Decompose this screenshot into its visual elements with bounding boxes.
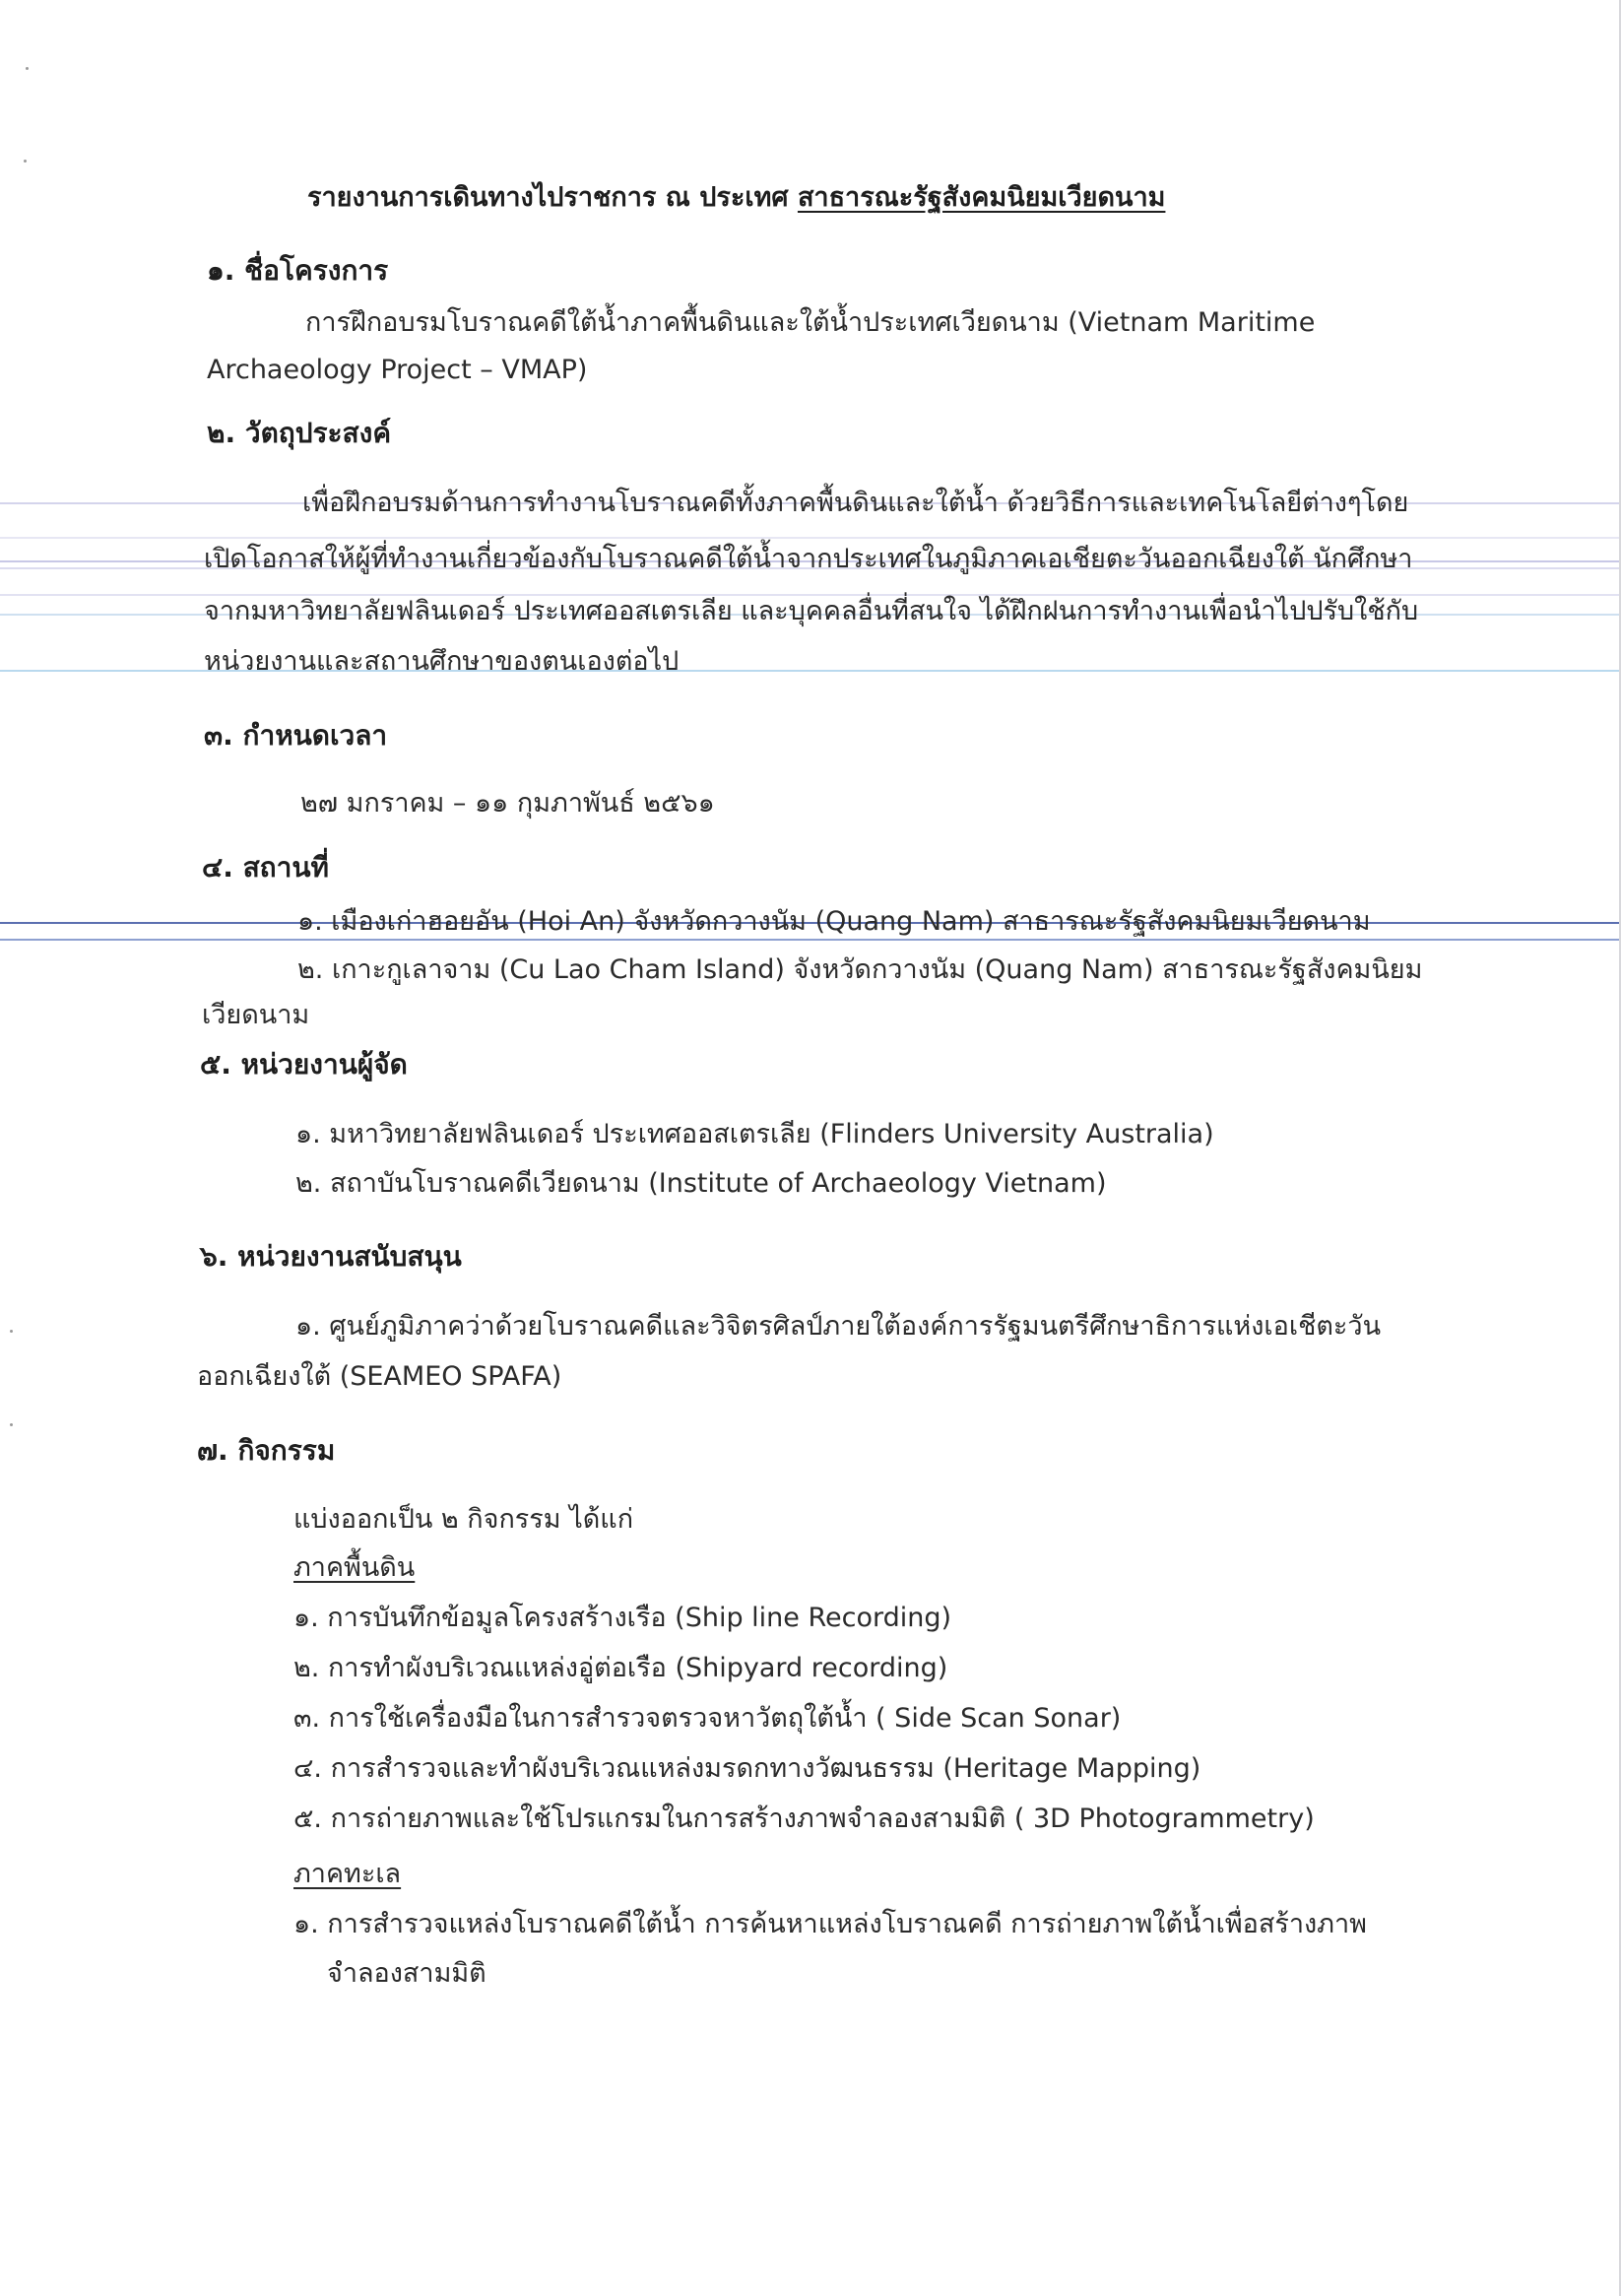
land-activity-item: ๕. การถ่ายภาพและใช้โปรแกรมในการสร้างภาพจำลองสามมิติ ( 3D Photogrammetry) bbox=[293, 1804, 1315, 1834]
section-6-line: ออกเฉียงใต้ (SEAMEO SPAFA) bbox=[197, 1361, 562, 1392]
land-activities-label: ภาคพื้นดิน bbox=[293, 1552, 416, 1583]
section-1-line: การฝึกอบรมโบราณคดีใต้น้ำภาคพื้นดินและใต้น้ำประเทศเวียดนาม (Vietnam Maritime bbox=[305, 307, 1316, 338]
scan-speck bbox=[24, 160, 27, 163]
title-prefix: รายงานการเดินทางไปราชการ ณ ประเทศ bbox=[307, 182, 798, 213]
scan-speck bbox=[10, 1423, 13, 1426]
section-5-heading: ๕. หน่วยงานผู้จัด bbox=[200, 1048, 408, 1081]
land-activity-item: ๓. การใช้เครื่องมือในการสำรวจตรวจหาวัตถุใต้น้ำ ( Side Scan Sonar) bbox=[293, 1703, 1122, 1734]
sea-activities-label: ภาคทะเล bbox=[293, 1859, 402, 1889]
sea-activity-item: จำลองสามมิติ bbox=[327, 1958, 486, 1989]
section-2-line: จากมหาวิทยาลัยฟลินเดอร์ ประเทศออสเตรเลีย และบุคคลอื่นที่สนใจ ได้ฝึกฝนการทำงานเพื่อนำไปปรับใช้กับ bbox=[204, 596, 1419, 626]
section-1-line: Archaeology Project – VMAP) bbox=[207, 355, 588, 385]
scan-line bbox=[0, 537, 1621, 539]
section-4-line: ๒. เกาะกูเลาจาม (Cu Lao Cham Island) จังหวัดกวางนัม (Quang Nam) สาธารณะรัฐสังคมนิยม bbox=[297, 954, 1423, 985]
scan-speck bbox=[10, 1330, 13, 1333]
section-6-heading: ๖. หน่วยงานสนับสนุน bbox=[200, 1240, 462, 1273]
section-2-line: หน่วยงานและสถานศึกษาของตนเองต่อไป bbox=[204, 646, 680, 677]
section-4-heading: ๔. สถานที่ bbox=[202, 851, 329, 884]
scan-speck bbox=[26, 67, 29, 70]
land-activity-item: ๑. การบันทึกข้อมูลโครงสร้างเรือ (Ship line Recording) bbox=[293, 1603, 952, 1633]
section-3-heading: ๓. กำหนดเวลา bbox=[204, 719, 388, 752]
section-4-line: เวียดนาม bbox=[202, 1000, 310, 1030]
section-2-line: เพื่อฝึกอบรมด้านการทำงานโบราณคดีทั้งภาคพื้นดินและใต้น้ำ ด้วยวิธีการและเทคโนโลยีต่างๆโดย bbox=[302, 488, 1409, 518]
section-4-line: ๑. เมืองเก่าฮอยอัน (Hoi An) จังหวัดกวางนัม (Quang Nam) สาธารณะรัฐสังคมนิยมเวียดนาม bbox=[297, 906, 1371, 937]
land-activity-item: ๔. การสำรวจและทำผังบริเวณแหล่งมรดกทางวัฒนธรรม (Heritage Mapping) bbox=[293, 1753, 1201, 1784]
section-5-line: ๒. สถาบันโบราณคดีเวียดนาม (Institute of Archaeology Vietnam) bbox=[295, 1168, 1107, 1199]
section-7-intro: แบ่งออกเป็น ๒ กิจกรรม ได้แก่ bbox=[293, 1504, 634, 1535]
section-5-line: ๑. มหาวิทยาลัยฟลินเดอร์ ประเทศออสเตรเลีย (Flinders University Australia) bbox=[295, 1119, 1214, 1149]
section-2-heading: ๒. วัตถุประสงค์ bbox=[207, 417, 392, 449]
document-title bbox=[307, 180, 1165, 216]
sea-activity-item: ๑. การสำรวจแหล่งโบราณคดีใต้น้ำ การค้นหาแหล่งโบราณคดี การถ่ายภาพใต้น้ำเพื่อสร้างภาพ bbox=[293, 1909, 1367, 1939]
section-3-line: ๒๗ มกราคม – ๑๑ กุมภาพันธ์ ๒๕๖๑ bbox=[300, 788, 715, 819]
section-7-heading: ๗. กิจกรรม bbox=[197, 1434, 336, 1467]
section-6-line: ๑. ศูนย์ภูมิภาคว่าด้วยโบราณคดีและวิจิตรศิลป์ภายใต้องค์การรัฐมนตรีศึกษาธิการแห่งเอเชีตะวัน bbox=[295, 1311, 1382, 1342]
land-activity-item: ๒. การทำผังบริเวณแหล่งอู่ต่อเรือ (Shipyard recording) bbox=[293, 1653, 948, 1683]
section-2-line: เปิดโอกาสให้ผู้ที่ทำงานเกี่ยวข้องกับโบราณคดีใต้น้ำจากประเทศในภูมิภาคเอเชียตะวันออกเฉียงใต้ นักศึกษา bbox=[204, 544, 1413, 574]
section-1-heading: ๑. ชื่อโครงการ bbox=[207, 254, 389, 287]
title-country: สาธารณะรัฐสังคมนิยมเวียดนาม bbox=[797, 182, 1166, 213]
